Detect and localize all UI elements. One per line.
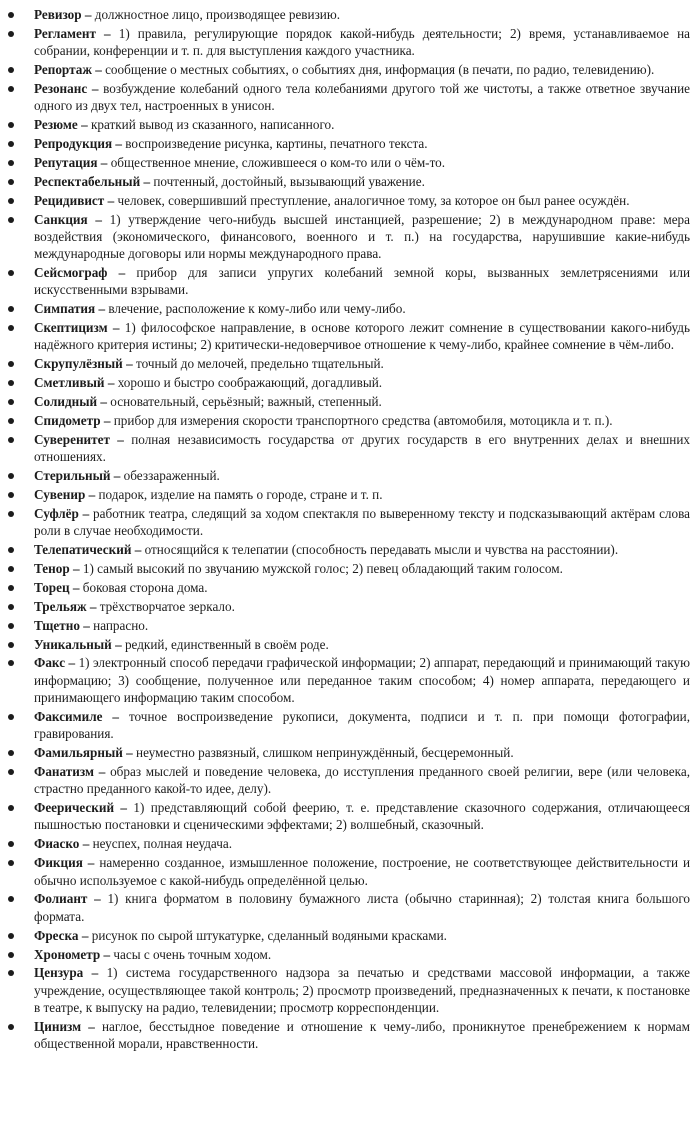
glossary-definition: 1) представляющий собой феерию, т. е. представление сказочного содержания, отличающееся пышностью постановки и сценическими эффектами; 2) волшебный, сказочный. <box>34 800 690 833</box>
glossary-term: Цинизм <box>34 1018 82 1034</box>
glossary-entry <box>0 541 690 558</box>
glossary-entry <box>0 579 690 596</box>
term-dash: – <box>102 708 129 724</box>
glossary-term: Суверенитет <box>34 431 110 447</box>
bullet-icon <box>8 492 14 498</box>
term-dash: – <box>79 617 94 633</box>
term-dash: – <box>107 265 137 281</box>
glossary-term: Фикция <box>34 855 83 871</box>
term-dash: – <box>109 431 132 447</box>
glossary-term: Цензура <box>34 965 84 981</box>
glossary-definition: 1) правила, регулирующие порядок какой-нибудь деятельности; 2) время, устанавливаемое на собрании, конференции и т. п. для выступления каждого участника. <box>34 25 690 59</box>
bullet-icon <box>8 585 14 591</box>
glossary-entry <box>0 560 690 577</box>
glossary-entry <box>0 135 690 152</box>
term-dash: – <box>81 7 95 22</box>
glossary-term: Факс <box>34 655 66 671</box>
glossary-term: Скрупулёзный <box>34 356 123 372</box>
glossary-term: Спидометр <box>34 413 101 429</box>
glossary-definition: обеззараженный. <box>123 468 220 484</box>
glossary-list <box>0 6 690 1052</box>
term-dash: – <box>97 154 111 170</box>
glossary-term: Симпатия <box>34 301 96 317</box>
term-dash: – <box>77 117 91 133</box>
glossary-entry <box>0 617 690 634</box>
glossary-entry <box>0 467 690 484</box>
bullet-icon <box>8 933 14 939</box>
glossary-definition: 1) философское направление, в основе которого лежит сомнение в существовании какого-нибудь надёжного критерия истины; 2) критически-недоверчивое отношение к чему-либо, крайнее сомнение в чём-либо. <box>34 320 690 353</box>
glossary-term: Фамильярный <box>34 745 123 761</box>
term-dash: – <box>65 655 79 671</box>
glossary-term: Резюме <box>34 117 78 133</box>
bullet-icon <box>8 270 14 276</box>
term-dash: – <box>93 763 111 779</box>
term-dash: – <box>87 891 108 907</box>
glossary-entry <box>0 393 690 410</box>
glossary-entry <box>0 505 690 540</box>
glossary-definition: 1) книга форматом в половину бумажного листа (обычно старинная); 2) толстая книга большого формата. <box>34 891 691 924</box>
term-dash: – <box>95 301 109 317</box>
bullet-icon <box>8 198 14 204</box>
glossary-entry <box>0 80 690 115</box>
glossary-entry <box>0 61 690 78</box>
term-dash: – <box>81 1018 102 1034</box>
glossary-entry <box>0 708 690 743</box>
glossary-entry <box>0 763 690 798</box>
term-dash: – <box>104 375 118 391</box>
bullet-icon <box>8 660 14 666</box>
term-dash: – <box>97 394 111 410</box>
bullet-icon <box>8 970 14 976</box>
glossary-term: Респектабельный <box>34 173 141 189</box>
term-dash: – <box>111 636 125 652</box>
glossary-term: Тщетно <box>34 617 80 633</box>
glossary-definition: сообщение о местных событиях, о событиях дня, информация (в печати, по радио, телевидению). <box>105 62 655 78</box>
glossary-entry <box>0 192 690 209</box>
term-dash: – <box>131 542 145 558</box>
glossary-entry <box>0 835 690 852</box>
glossary-term: Резонанс <box>34 80 88 96</box>
glossary-definition: точное воспроизведение рукописи, документа, подписи и т. п. при помощи фотографии, гравирования. <box>34 708 690 742</box>
term-dash: – <box>140 173 154 189</box>
term-dash: – <box>104 192 118 208</box>
glossary-entry <box>0 412 690 429</box>
bullet-icon <box>8 306 14 312</box>
glossary-definition: редкий, единственный в своём роде. <box>124 636 329 652</box>
glossary-definition: часы с очень точным ходом. <box>113 946 272 962</box>
bullet-icon <box>8 547 14 553</box>
glossary-term: Хронометр <box>34 946 101 962</box>
glossary-entry <box>0 355 690 372</box>
glossary-term: Ревизор <box>34 7 82 22</box>
glossary-entry <box>0 854 690 889</box>
bullet-icon <box>8 325 14 331</box>
bullet-icon <box>8 566 14 572</box>
term-dash: – <box>69 579 83 595</box>
glossary-definition: полная независимость государства от других государств в его внутренних делах и внешних отношениях. <box>34 431 691 465</box>
glossary-definition: должностное лицо, производящее ревизию. <box>94 7 341 22</box>
glossary-definition: почтенный, достойный, вызывающий уважение. <box>153 173 425 189</box>
glossary-entry <box>0 154 690 171</box>
glossary-definition: влечение, расположение к кому-либо или чему-либо. <box>108 301 406 317</box>
glossary-term: Фанатизм <box>34 763 94 779</box>
glossary-entry <box>0 486 690 503</box>
glossary-definition: работник театра, следящий за ходом спектакля по выверенному тексту и подсказывающий актёрам слова роли в случае необходимости. <box>34 505 690 539</box>
glossary-term: Сметливый <box>34 375 105 391</box>
glossary-term: Санкция <box>34 211 88 227</box>
glossary-definition: краткий вывод из сказанного, написанного. <box>90 117 335 133</box>
glossary-entry <box>0 264 690 299</box>
term-dash: – <box>107 320 125 336</box>
bullet-icon <box>8 1024 14 1030</box>
bullet-icon <box>8 399 14 405</box>
glossary-definition: человек, совершивший преступление, аналогичное тому, за которое он был ранее осуждён. <box>117 192 630 208</box>
glossary-definition: прибор для измерения скорости транспортного средства (автомобиля, мотоцикла и т. п.). <box>113 413 613 429</box>
glossary-entry <box>0 744 690 761</box>
bullet-icon <box>8 604 14 610</box>
bullet-icon <box>8 160 14 166</box>
glossary-entry <box>0 173 690 190</box>
glossary-entry <box>0 890 690 925</box>
term-dash: – <box>78 505 94 521</box>
glossary-definition: общественное мнение, сложившееся о ком-то или о чём-то. <box>110 154 446 170</box>
term-dash: – <box>95 25 119 41</box>
term-dash: – <box>110 468 124 484</box>
bullet-icon <box>8 860 14 866</box>
glossary-entry <box>0 6 690 23</box>
glossary-term: Стерильный <box>34 468 111 484</box>
bullet-icon <box>8 31 14 37</box>
glossary-entry <box>0 927 690 944</box>
glossary-entry <box>0 300 690 317</box>
glossary-definition: основательный, серьёзный; важный, степенный. <box>110 394 382 410</box>
glossary-definition: 1) система государственного надзора за печатью и средствами массовой информации, а также учреждение, осуществляющее такой контроль; 2) просмотр произведений, предназначенных к печати, к постановке в театре, к выпуску на радио, телевидении; просмотр корреспонденции. <box>34 965 691 1015</box>
bullet-icon <box>8 141 14 147</box>
glossary-term: Факсимиле <box>34 708 103 724</box>
term-dash: – <box>86 598 100 614</box>
glossary-definition: напрасно. <box>93 617 149 633</box>
glossary-term: Репутация <box>34 154 98 170</box>
bullet-icon <box>8 437 14 443</box>
glossary-term: Репортаж <box>34 62 92 78</box>
glossary-definition: трёхстворчатое зеркало. <box>99 598 235 614</box>
glossary-term: Сейсмограф <box>34 265 108 281</box>
glossary-term: Телепатический <box>34 542 132 558</box>
glossary-entry <box>0 25 690 60</box>
glossary-entry <box>0 211 690 263</box>
glossary-definition: прибор для записи упругих колебаний земной коры, вызванных землетрясениями или искусственными взрывами. <box>34 265 691 298</box>
glossary-term: Феерический <box>34 800 115 816</box>
glossary-definition: относящийся к телепатии (способность передавать мысли и чувства на расстоянии). <box>144 542 619 558</box>
term-dash: – <box>112 136 126 152</box>
glossary-term: Скептицизм <box>34 320 108 336</box>
glossary-entry <box>0 116 690 133</box>
glossary-term: Фреска <box>34 927 79 943</box>
glossary-term: Фолиант <box>34 891 88 907</box>
glossary-definition: неуспех, полная неудача. <box>92 836 233 852</box>
bullet-icon <box>8 217 14 223</box>
glossary-definition: намеренно созданное, измышленное положение, построение, не соответствующее действительности и обычно используемое с какой-нибудь определённой целью. <box>34 855 691 888</box>
glossary-definition: возбуждение колебаний одного тела колебаниями другого той же чистоты, а также ответное звучание одного из двух тел, настроенных в унисон. <box>34 80 690 114</box>
bullet-icon <box>8 511 14 517</box>
glossary-entry <box>0 1018 690 1053</box>
bullet-icon <box>8 714 14 720</box>
glossary-term: Суфлёр <box>34 505 79 521</box>
bullet-icon <box>8 769 14 775</box>
glossary-page <box>0 6 700 1128</box>
glossary-entry <box>0 319 690 354</box>
term-dash: – <box>83 965 107 981</box>
glossary-definition: наглое, бесстыдное поведение и отношение к чему-либо, проникнутое пренебрежением к нормам общественной морали, нравственности. <box>34 1018 691 1052</box>
term-dash: – <box>114 800 134 816</box>
term-dash: – <box>85 487 99 502</box>
glossary-term: Солидный <box>34 394 98 410</box>
term-dash: – <box>79 836 93 852</box>
glossary-term: Тенор <box>34 560 70 576</box>
glossary-definition: 1) самый высокий по звучанию мужской голос; 2) певец обладающий таким голосом. <box>82 560 563 576</box>
bullet-icon <box>8 805 14 811</box>
bullet-icon <box>8 67 14 73</box>
term-dash: – <box>122 745 137 761</box>
glossary-definition: образ мыслей и поведение человека, до исступления преданного своей религии, вере (или человека, страстно преданного какой-то идее, делу). <box>34 763 691 797</box>
term-dash: – <box>87 80 104 96</box>
bullet-icon <box>8 896 14 902</box>
bullet-icon <box>8 12 14 18</box>
bullet-icon <box>8 418 14 424</box>
glossary-entry <box>0 799 690 834</box>
glossary-term: Сувенир <box>34 487 86 502</box>
glossary-term: Торец <box>34 579 70 595</box>
glossary-definition: боковая сторона дома. <box>82 579 208 595</box>
glossary-term: Регламент <box>34 25 96 41</box>
bullet-icon <box>8 642 14 648</box>
glossary-term: Уникальный <box>34 636 112 652</box>
bullet-icon <box>8 841 14 847</box>
glossary-definition: хорошо и быстро соображающий, догадливый. <box>117 375 383 391</box>
term-dash: – <box>69 560 83 576</box>
glossary-term: Репродукция <box>34 136 113 152</box>
bullet-icon <box>8 361 14 367</box>
glossary-entry <box>0 431 690 466</box>
bullet-icon <box>8 623 14 629</box>
glossary-definition: воспроизведение рисунка, картины, печатного текста. <box>125 136 428 152</box>
term-dash: – <box>100 946 114 962</box>
bullet-icon <box>8 122 14 128</box>
term-dash: – <box>87 211 110 227</box>
bullet-icon <box>8 179 14 185</box>
glossary-entry <box>0 964 690 1016</box>
term-dash: – <box>78 927 92 943</box>
bullet-icon <box>8 86 14 92</box>
glossary-definition: 1) электронный способ передачи графической информации; 2) аппарат, передающий и принимающий такую информацию; 3) сообщение, полученное или переданное таким способом; 4) номер аппарата, передающего и принимающего информацию таким способом. <box>34 655 691 706</box>
glossary-entry <box>0 654 690 706</box>
glossary-term: Фиаско <box>34 836 80 852</box>
bullet-icon <box>8 750 14 756</box>
glossary-definition: 1) утверждение чего-нибудь высшей инстанцией, разрешение; 2) в международном праве: мера воздействия (экономического, финансового, военного и т. п.) на государства, нарушившие какие-нибудь международные договоры или нормы международного права. <box>34 211 690 262</box>
glossary-entry <box>0 598 690 615</box>
term-dash: – <box>91 62 106 78</box>
bullet-icon <box>8 952 14 958</box>
glossary-definition: неуместно развязный, слишком непринуждённый, бесцеремонный. <box>136 745 514 761</box>
bullet-icon <box>8 380 14 386</box>
glossary-entry <box>0 946 690 963</box>
term-dash: – <box>122 356 136 372</box>
bullet-icon <box>8 473 14 479</box>
term-dash: – <box>82 855 100 871</box>
glossary-definition: точный до мелочей, предельно тщательный. <box>135 356 384 372</box>
glossary-term: Трельяж <box>34 598 87 614</box>
glossary-definition: рисунок по сырой штукатурке, сделанный водяными красками. <box>91 927 447 943</box>
glossary-term: Рецидивист <box>34 192 105 208</box>
glossary-definition: подарок, изделие на память о городе, стране и т. п. <box>98 487 383 502</box>
glossary-entry <box>0 636 690 653</box>
glossary-entry <box>0 374 690 391</box>
term-dash: – <box>100 413 114 429</box>
